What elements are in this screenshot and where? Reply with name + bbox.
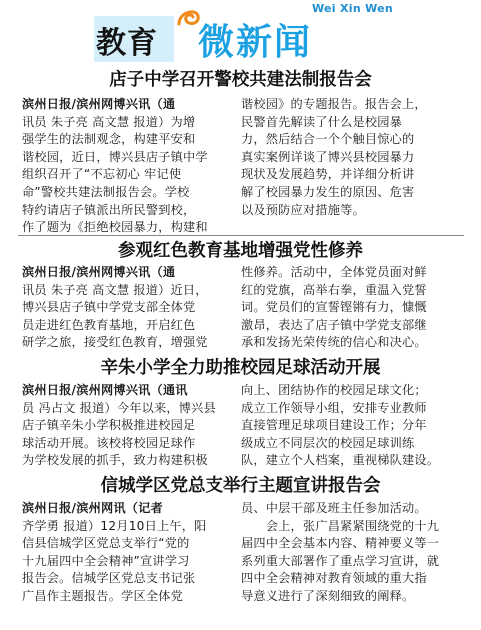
article-line: 命”警校共建法制报告会。学校 bbox=[22, 184, 190, 199]
article-line: 为学校发展的抓手，致力构建积极 bbox=[22, 453, 208, 468]
article-line: 齐学勇 报道）12月10日上午，阳 bbox=[22, 518, 207, 533]
article-line: 直接管理足球项目建设工作；分年 bbox=[241, 418, 427, 433]
article-line: 性修养。活动中，全体党员面对鲜 bbox=[241, 265, 427, 279]
article-line: 承和发扬光荣传统的信心和决心。 bbox=[241, 335, 427, 350]
article-line: 店子镇辛朱小学积极推进校园足 bbox=[22, 418, 196, 433]
article-left-column bbox=[22, 500, 234, 606]
article-line: 信县信城学区党总支举行“党的 bbox=[22, 536, 190, 551]
article-line: 现状及发展趋势，并详细分析讲 bbox=[241, 167, 415, 182]
article-line: 会上，张广昌紧紧围绕党的十九 bbox=[241, 518, 440, 533]
article-line: 向上、团结协作的校园足球文化； bbox=[241, 383, 427, 397]
weixin-chinese-label: 微新闻 bbox=[198, 22, 313, 63]
article-line: 强学生的法制观念，构建平安和 bbox=[22, 132, 196, 147]
article-line: 滨州日报/滨州网博兴讯（通讯 bbox=[22, 383, 188, 397]
article-title: 店子中学召开警校共建法制报告会 bbox=[109, 70, 372, 90]
article-right-column bbox=[241, 382, 463, 470]
article-line: 级成立不同层次的校园足球训练 bbox=[241, 435, 415, 450]
article-line: 报告会。信城学区党总支书记张 bbox=[22, 571, 196, 586]
article-title: 参观红色教育基地增强党性修养 bbox=[118, 241, 363, 261]
article-line: 十九届四中全会精神”宣讲学习 bbox=[22, 553, 190, 568]
article-line: 红的党旗，高举右拳，重温入党誓 bbox=[241, 282, 427, 297]
article-line: 滨州日报/滨州网博兴讯（通 bbox=[22, 265, 176, 279]
article-line: 滨州日报/滨州网讯（记者 bbox=[22, 501, 163, 515]
article-line: 广昌作主题报告。学区全体党 bbox=[22, 588, 184, 603]
article-right-column bbox=[241, 500, 463, 606]
article-line: 系列重大部署作了重点学习宣讲，就 bbox=[241, 553, 440, 568]
divider bbox=[18, 235, 464, 236]
article-line: 导意义进行了深刻细致的阐释。 bbox=[241, 588, 415, 603]
section-title: 教育 bbox=[96, 26, 158, 61]
article-line: 特约请店子镇派出所民警到校， bbox=[22, 202, 196, 217]
article-line: 研学之旅，接受红色教育，增强党 bbox=[22, 335, 208, 350]
article-title: 辛朱小学全力助推校园足球活动开展 bbox=[100, 358, 381, 378]
article-line: 员 冯占文 报道）今年以来，博兴县 bbox=[22, 400, 216, 415]
article-right-column bbox=[241, 96, 463, 219]
article-line: 激昂，表达了店子镇中学党支部继 bbox=[241, 317, 427, 332]
article-line: 届四中全会基本内容、精神要义等一 bbox=[241, 536, 440, 551]
section-header bbox=[0, 0, 481, 63]
article-line: 组织召开了“不忘初心 牢记使 bbox=[22, 167, 182, 182]
article-line: 力，然后结合一个个触目惊心的 bbox=[241, 132, 415, 147]
article-line: 滨州日报/滨州网博兴讯（通 bbox=[22, 97, 176, 111]
article-line: 四中全会精神对教育领域的重大指 bbox=[241, 571, 427, 586]
article-line: 员走进红色教育基地，开启红色 bbox=[22, 317, 196, 332]
article-line: 博兴县店子镇中学党支部全体党 bbox=[22, 300, 196, 315]
article-line: 成立工作领导小组，安排专业教师 bbox=[241, 400, 427, 415]
article-line: 民警首先解读了什么是校园暴 bbox=[241, 114, 403, 129]
weixin-english-label: Wei Xin Wen bbox=[312, 2, 394, 15]
article-line: 作了题为《拒绝校园暴力，构建和 bbox=[22, 220, 208, 235]
article-line: 球活动开展。该校将校园足球作 bbox=[22, 435, 196, 450]
article-title: 信城学区党总支举行主题宣讲报告会 bbox=[100, 476, 381, 496]
article-line: 讯员 朱子亮 高文慧 报道）为增 bbox=[22, 114, 196, 129]
article-left-column bbox=[22, 264, 234, 352]
article-line: 员、中层干部及班主任参加活动。 bbox=[241, 501, 427, 515]
article-line: 队，建立个人档案，重视梯队建设。 bbox=[241, 453, 440, 468]
article-line: 谐校园》的专题报告。报告会上， bbox=[241, 97, 427, 111]
article-line: 谐校园，近日，博兴县店子镇中学 bbox=[22, 149, 208, 164]
article-line: 真实案例详谈了博兴县校园暴力 bbox=[241, 149, 415, 164]
article-line: 词。党员们的宣誓铿锵有力，慷慨 bbox=[241, 300, 427, 315]
article-left-column bbox=[22, 382, 234, 470]
article-right-column bbox=[241, 264, 463, 352]
article-line: 解了校园暴力发生的原因、危害 bbox=[241, 184, 415, 199]
article-left-column bbox=[22, 96, 234, 237]
article-line: 讯员 朱子亮 高文慧 报道）近日， bbox=[22, 282, 208, 297]
article-line: 以及预防应对措施等。 bbox=[241, 202, 365, 217]
